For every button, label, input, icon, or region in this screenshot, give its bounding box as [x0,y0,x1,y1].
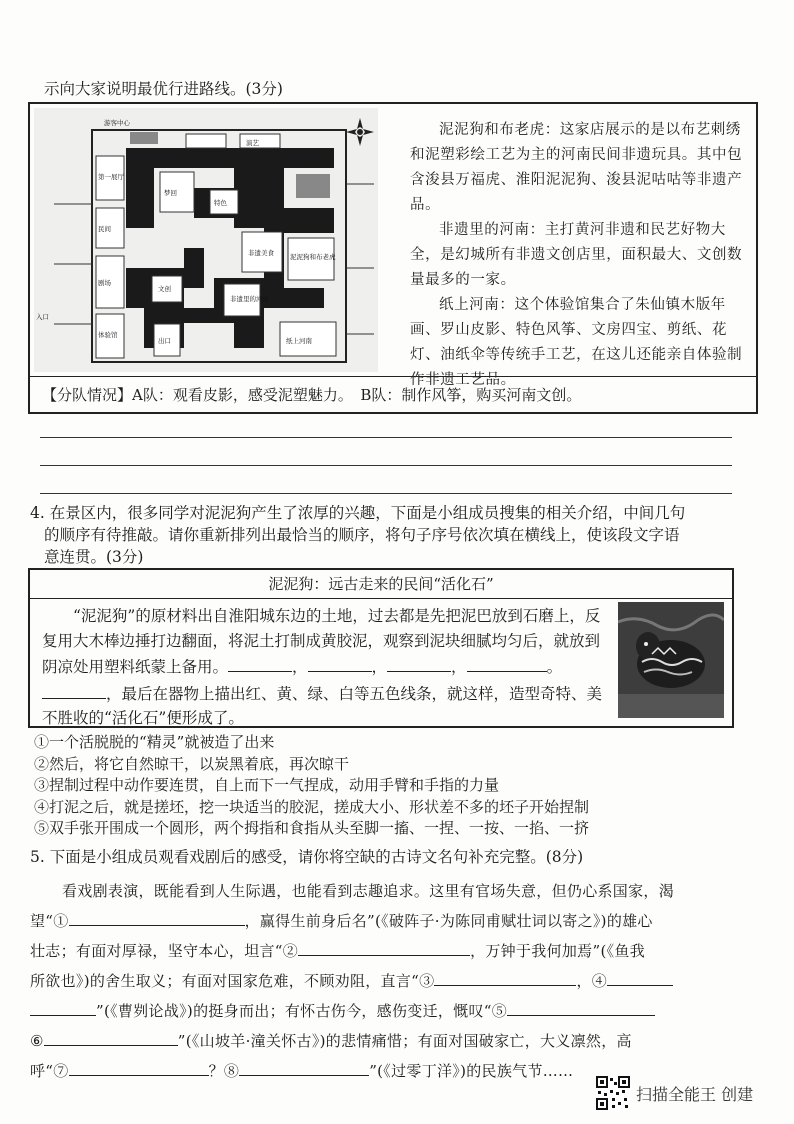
description-title: 纸上河南 [439,297,500,313]
q5-line: 呼“⑦ ？⑧ ”(《过零丁洋》)的民族气节…… [30,1056,573,1087]
answer-line[interactable] [40,493,732,494]
map-label: 梦回 [164,189,177,197]
q5-line: 壮志；有面对厚禄，坚守本心，坦言“② ，万钟于我何加焉”(《鱼我 [30,936,645,967]
option-item: ②然后，将它自然晾干，以炭黑着底，再次晾干 [34,754,350,773]
question-4-line: 4. 在景区内，很多同学对泥泥狗产生了浓厚的兴趣，下面是小组成员搜集的相关介绍，中间几句 [30,504,686,522]
question-4-line: 意连贯。(3分) [44,548,144,566]
map-label: 演艺 [246,139,259,147]
description-text: ：这个体验馆集合了朱仙镇木版年画、罗山皮影、特色风筝、文房四宝、剪纸、花灯、油纸伞等传统手工艺，在这儿还能亲自体验制作非遗工艺品。 [410,297,743,388]
answer-blank[interactable] [298,937,470,956]
map-label: 纸上河南 [286,337,312,345]
team-info: 【分队情况】A队：观看皮影，感受泥塑魅力。 B队：制作风筝，购买河南文创。 [42,386,582,404]
description-item [410,218,750,293]
map-label: 出口 [158,337,171,345]
answer-blank[interactable] [30,997,96,1016]
map-label: 非遗美食 [248,249,274,257]
map-label: 文创 [158,285,171,293]
description-item [410,118,750,218]
q5-line: 所欲也》)的舍生取义；有面对国家危难，不顾劝阻，直言“③ ，④ [30,966,673,997]
option-item: ④打泥之后，就是搓坯，挖一块适当的胶泥，搓成大小、形状差不多的坯子开始捏制 [34,797,590,816]
passage-text: “泥泥狗”的原材料出自淮阳城东边的土地，过去都是先把泥巴放到石磨上，反复用大木棒边捶打边翻面，将泥土打制成黄胶泥，观察到泥块细腻均匀后，就放到阴凉处用塑料纸蒙上备用。 [42,607,601,676]
scanner-watermark: 扫描全能王 创建 [636,1085,754,1104]
option-item: ③捏制过程中动作要连贯，自上而下一气捏成，动用手臂和手指的力量 [34,776,500,794]
answer-blank[interactable] [239,1057,369,1076]
niniugou-box [28,568,734,728]
description-title: 非遗里的河南 [439,222,530,238]
option-item: ①一个活脱脱的“精灵”就被造了出来 [34,733,275,751]
answer-blank[interactable] [44,1027,178,1046]
question-5-stem: 5. 下面是小组成员观看戏剧后的感受，请你将空缺的古诗文名句补充完整。(8分) [30,848,584,866]
map-label: 泥泥狗和布老虎 [290,253,336,261]
map-label: 入口 [36,313,49,321]
description-item [410,293,750,393]
map-label: 民间 [98,225,111,233]
map-label: 剧场 [98,279,111,287]
q5-line: 望“① ，赢得生前身后名”(《破阵子·为陈同甫赋壮词以寄之》)的雄心 [30,906,653,937]
answer-blank[interactable] [387,653,451,672]
passage: “泥泥狗”的原材料出自淮阳城东边的土地，过去都是先把泥巴放到石磨上，反复用大木棒边捶打边翻面，将泥土打制成黄胶泥，观察到泥块细腻均匀后，就放到阴凉处用塑料纸蒙上备用。 ， ， ， 。，最后在器物上描出红、黄、绿、白等五色线条，就这样，造型奇特、美不胜收的“活化石”便形成了。 [42,607,603,727]
passage-text: ，最后在器物上描出红、黄、绿、白等五色线条，就这样，造型奇特、美不胜收的“活化石”便形成了。 [42,684,603,727]
box-title: 泥泥狗：远古走来的民间“活化石” [30,570,732,599]
options-list [34,732,589,840]
scenic-area-map [34,108,378,372]
answer-line[interactable] [40,465,732,466]
answer-line[interactable] [40,437,732,438]
answer-blank[interactable] [228,653,292,672]
store-descriptions [410,118,750,393]
answer-blank[interactable] [69,1057,209,1076]
answer-blank[interactable] [507,997,655,1016]
description-title: 泥泥狗和布老虎 [439,122,545,138]
q5-line: ”(《曹刿论战》)的挺身而出；有怀古伤今，感伤变迁，慨叹“⑤ [30,996,655,1027]
map-label: 体验馆 [98,331,118,339]
answer-blank[interactable] [308,653,372,672]
map-label: 第一展厅 [98,173,124,181]
description-text: ：主打黄河非遗和民艺好物大全，是幻城所有非遗文创店里，面积最大、文创数量最多的一家。 [410,222,743,288]
box-divider [30,376,756,377]
option-item: ⑤双手张开围成一个圆形，两个拇指和食指从头至脚一搐、一捏、一按、一掐、一挤 [34,819,590,837]
answer-blank[interactable] [434,967,576,986]
answer-blank[interactable] [69,907,245,926]
q5-line: ⑥ ”(《山坡羊·潼关怀古》)的悲情痛惜；有面对国破家亡，大义凛然，高 [30,1026,632,1057]
map-label: 非遗里的河南 [230,295,269,303]
description-text: ：这家店展示的是以布艺刺绣和泥塑彩绘工艺为主的河南民间非遗玩具。其中包含浚县万福虎、淮阳泥泥狗、浚县泥咕咕等非遗产品。 [410,122,743,213]
question-4-line: 的顺序有待推敲。请你重新排列出最恰当的顺序，将句子序号依次填在横线上，使该段文字语 [44,526,680,544]
map-drawing [34,108,378,372]
qr-code-icon [596,1076,630,1110]
answer-blank[interactable] [42,680,106,699]
niniugou-photo [618,602,724,718]
answer-blank[interactable] [467,653,547,672]
question-3-box [28,102,758,414]
map-label: 特色 [214,199,227,207]
question-3-tail: 示向大家说明最优行进路线。(3分) [44,80,283,98]
answer-blank[interactable] [607,967,673,986]
map-label: 游客中心 [104,119,130,127]
q5-line: 看戏剧表演，既能看到人生际遇，也能看到志趣追求。这里有官场失意，但仍心系国家，渴 [62,882,675,900]
